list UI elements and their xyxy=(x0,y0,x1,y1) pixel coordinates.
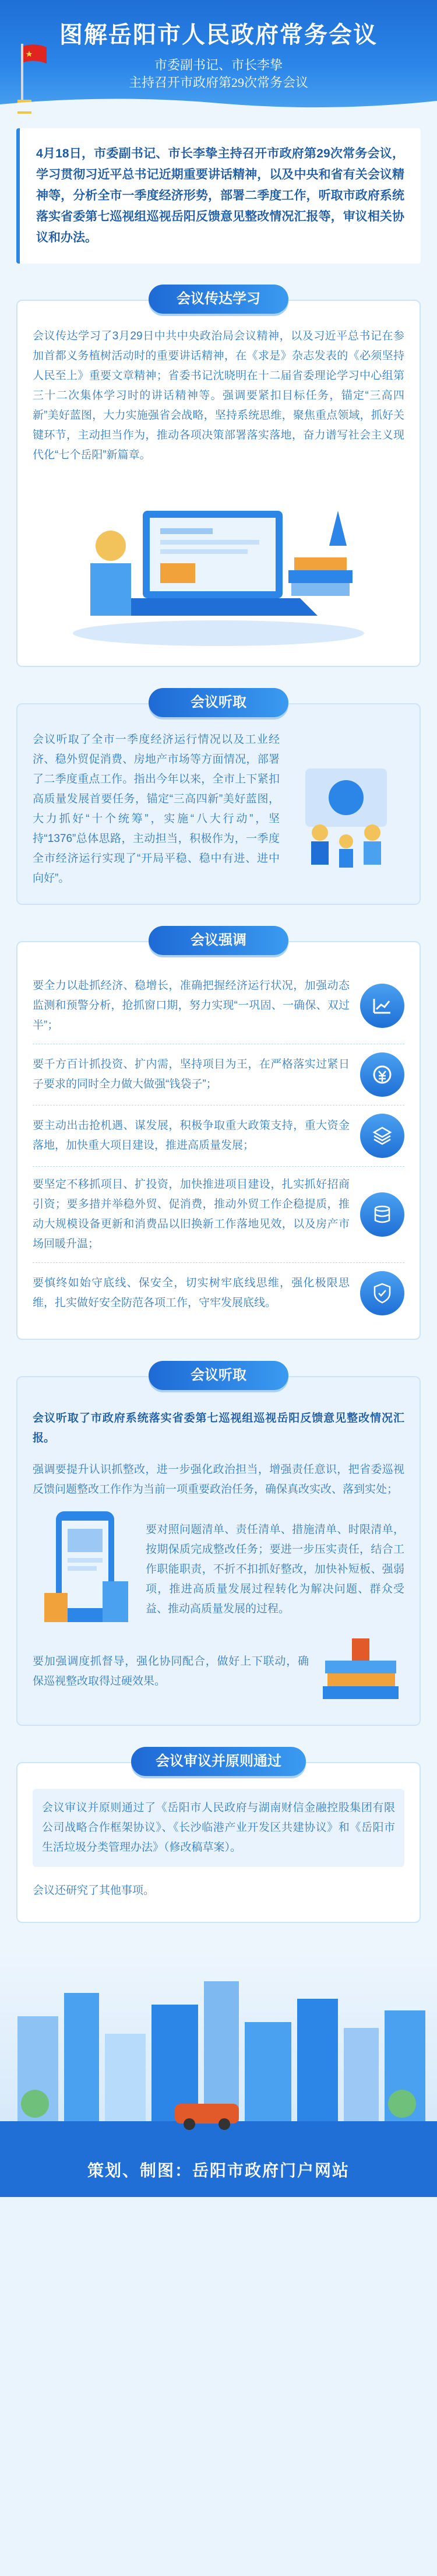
emphasis-text: 要主动出击抢机遇、谋发展，积极争取重大政策支持，重大资金落地，加快重大项目建设，推进高质量发展； xyxy=(33,1119,350,1152)
subtitle-line-2: 主持召开市政府第29次常务会议 xyxy=(128,75,308,90)
header-banner xyxy=(0,0,437,111)
page-subtitle xyxy=(0,57,437,92)
hearing-2-paragraph: 强调要提升认识抓整改，进一步强化政治担当，增强责任意识，把省委巡视反馈问题整改工作作为当前一项重要政治任务，确保真改实改、落到实处； xyxy=(33,1464,404,1496)
footer-credit: 策划、制图：岳阳市政府门户网站 xyxy=(0,2145,437,2197)
study-card xyxy=(16,300,421,667)
section-title-study: 会议传达学习 xyxy=(149,285,288,314)
section-hearing-1 xyxy=(16,688,421,905)
emphasis-text: 要坚定不移抓项目、扩投资，加快推进项目建设，扎实抓好招商引资；要多措并举稳外贸、促消费，推动外贸工作企稳提质，推动大规模设备更新和消费品以旧换新工作落地见效，以及房产市场回暖升温； xyxy=(33,1178,350,1250)
approval-closing: 会议还研究了其他事项。 xyxy=(33,1884,155,1897)
emphasis-item xyxy=(33,1167,404,1263)
approval-text: 会议审议并原则通过了《岳阳市人民政府与湖南财信金融控股集团有限公司战略合作框架协议》、《长沙临港产业开发区共建协议》和《岳阳市生活垃圾分类管理办法》（修改稿草案）。 xyxy=(33,1789,404,1867)
phone-illustration xyxy=(33,1505,138,1634)
header-wave xyxy=(0,94,437,111)
hearing-card-2 xyxy=(16,1376,421,1726)
hearing-2-summary: 会议听取了市政府系统落实省委第七巡视组巡视岳阳反馈意见整改情况汇报。 xyxy=(33,1412,404,1444)
emphasis-item xyxy=(33,1044,404,1105)
page-title: 图解岳阳市人民政府常务会议 xyxy=(59,22,378,48)
section-study xyxy=(16,285,421,667)
hearing-2-paragraph: 要加强调度抓督导，强化协同配合，做好上下联动，确保巡视整改取得过硬效果。 xyxy=(33,1655,309,1687)
section-emphasis xyxy=(16,926,421,1340)
database-icon xyxy=(360,1192,404,1237)
people-illustration xyxy=(288,745,404,873)
hearing-2-row xyxy=(33,1505,404,1634)
section-title-approval: 会议审议并原则通过 xyxy=(131,1747,306,1776)
emphasis-item xyxy=(33,1263,404,1324)
section-title-hearing-1: 会议听取 xyxy=(149,688,288,717)
hearing-2-row xyxy=(33,1634,404,1710)
shield-icon xyxy=(360,1271,404,1315)
section-approval xyxy=(16,1747,421,1923)
money-icon xyxy=(360,1052,404,1097)
laptop-illustration xyxy=(55,476,382,651)
emphasis-text: 要千方百计抓投资、扩内需，坚持项目为王，在严格落实过紧日子要求的同时全力做大做强“钱袋子”； xyxy=(33,1058,350,1090)
hearing-row xyxy=(33,730,404,889)
subtitle-line-1: 市委副书记、市长李挚 xyxy=(154,58,283,72)
emphasis-card xyxy=(16,941,421,1340)
hearing-2-paragraph: 要对照问题清单、责任清单、措施清单、时限清单，按期保质完成整改任务；要进一步压实责任，结合工作职能职责，不折不扣抓好整改，加快补短板、强弱项，推进高质量发展过程转化为解决问题、群众受益、推动高质量发展的过程。 xyxy=(146,1524,404,1615)
section-title-emphasis: 会议强调 xyxy=(149,926,288,955)
section-title-hearing-2: 会议听取 xyxy=(149,1361,288,1390)
emphasis-item xyxy=(33,968,404,1044)
emphasis-text: 要慎终如始守底线、保安全，切实树牢底线思维，强化极限思维，扎实做好安全防范各项工作，守牢发展底线。 xyxy=(33,1277,350,1309)
footer-city xyxy=(0,1946,437,2145)
hearing-card-1 xyxy=(16,703,421,905)
chart-icon xyxy=(360,984,404,1028)
emphasis-text: 要全力以赴抓经济、稳增长，准确把握经济运行状况，加强动态监测和预警分析，抢抓窗口期，努力实现“一巩固、一确保、双过半”； xyxy=(33,980,350,1031)
books-illustration xyxy=(317,1634,404,1710)
hearing-text-1: 会议听取了全市一季度经济运行情况以及工业经济、稳外贸促消费、房地产市场等方面情况，部署了二季度重点工作。指出今年以来，全市上下紧扣高质量发展首要任务，锚定“三高四新”美好蓝图，大力抓好“十个统筹”，实施“八大行动”，坚持“1376”总体思路，主动担当，积极作为，一季度全市经济运行实现了“开局平稳、稳中有进、进中向好”。 xyxy=(33,734,280,885)
section-hearing-2 xyxy=(16,1361,421,1726)
approval-card xyxy=(16,1762,421,1923)
layers-icon xyxy=(360,1114,404,1158)
emphasis-item xyxy=(33,1105,404,1167)
city-illustration xyxy=(0,1946,437,2145)
study-text: 会议传达学习了3月29日中共中央政治局会议精神，以及习近平总书记在参加首都义务植树活动时的重要讲话精神，在《求是》杂志发表的《必须坚持人民至上》重要文章精神；省委书记沈晓明在十二届省委理论学习中心组第三十二次集体学习时的讲话精神等。强调要紧扣目标任务，锚定“三高四新”美好蓝图，大力实施强省会战略，坚持系统思维，聚焦重点领域，抓好关键环节，主动担当作为，推动各项决策部署落实落地，奋力谱写社会主义现代化“七个岳阳”新篇章。 xyxy=(33,330,404,461)
intro-paragraph: 4月18日，市委副书记、市长李挚主持召开市政府第29次常务会议，学习贯彻习近平总书记近期重要讲话精神，以及中央和省有关会议精神等，分析全市一季度经济形势，部署二季度工作，听取市政府系统落实省委第七巡视组巡视岳阳反馈意见整改情况汇报等，审议相关协议和办法。 xyxy=(16,128,421,264)
